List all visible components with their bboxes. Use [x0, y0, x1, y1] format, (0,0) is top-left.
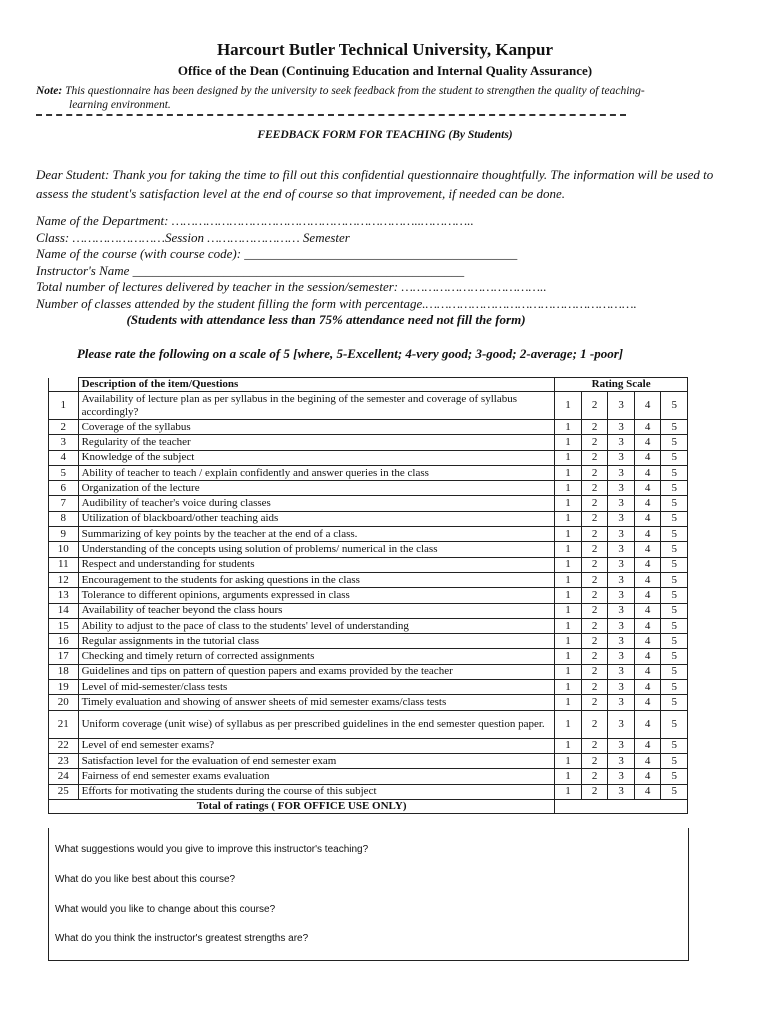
item-question: Level of mid-semester/class tests [78, 680, 555, 695]
item-number: 5 [49, 465, 79, 480]
rating-option[interactable]: 3 [608, 557, 635, 572]
table-row [49, 664, 688, 679]
rating-option[interactable]: 5 [661, 481, 688, 496]
table-row [49, 465, 688, 480]
rating-option[interactable]: 1 [555, 511, 582, 526]
item-number: 23 [49, 753, 79, 768]
rating-option[interactable]: 1 [555, 603, 582, 618]
rating-option[interactable]: 3 [608, 435, 635, 450]
rating-option[interactable]: 4 [634, 481, 661, 496]
rating-option[interactable]: 2 [581, 695, 608, 710]
rating-option[interactable]: 1 [555, 527, 582, 542]
rating-option[interactable]: 2 [581, 603, 608, 618]
rating-option[interactable]: 3 [608, 738, 635, 753]
rating-option[interactable]: 2 [581, 664, 608, 679]
rating-option[interactable]: 5 [661, 738, 688, 753]
rating-option[interactable]: 1 [555, 481, 582, 496]
rating-option[interactable]: 2 [581, 557, 608, 572]
item-number: 8 [49, 511, 79, 526]
table-row [49, 618, 688, 633]
desc-header: Description of the item/Questions [78, 378, 555, 392]
rating-option[interactable]: 5 [661, 769, 688, 784]
rating-option[interactable]: 5 [661, 695, 688, 710]
item-number: 1 [49, 392, 79, 420]
rating-option[interactable]: 2 [581, 680, 608, 695]
rating-option[interactable]: 4 [634, 695, 661, 710]
table-row [49, 557, 688, 572]
item-question: Checking and timely return of corrected assignments [78, 649, 555, 664]
item-number: 17 [49, 649, 79, 664]
rating-option[interactable]: 1 [555, 784, 582, 799]
rating-option[interactable]: 4 [634, 465, 661, 480]
table-row [49, 496, 688, 511]
rating-option[interactable]: 2 [581, 738, 608, 753]
rating-option[interactable]: 2 [581, 588, 608, 603]
item-question: Knowledge of the subject [78, 450, 555, 465]
rating-option[interactable]: 2 [581, 649, 608, 664]
item-number: 16 [49, 634, 79, 649]
item-question: Organization of the lecture [78, 481, 555, 496]
rating-option[interactable]: 4 [634, 680, 661, 695]
rating-option[interactable]: 4 [634, 435, 661, 450]
item-number: 18 [49, 664, 79, 679]
item-question: Tolerance to different opinions, arguments expressed in class [78, 588, 555, 603]
department-field[interactable]: Name of the Department: ………………………………………………………..………….. [36, 213, 474, 228]
rating-option[interactable]: 5 [661, 649, 688, 664]
table-row [49, 542, 688, 557]
note-text-line1: This questionnaire has been designed by the university to seek feedback from the student to strengthen the quality of teaching- [65, 85, 645, 97]
attendance-note: (Students with attendance less than 75% attendance need not fill the form) [126, 312, 526, 327]
university-title: Harcourt Butler Technical University, Kanpur [216, 40, 554, 59]
table-row [49, 572, 688, 587]
rating-option[interactable]: 4 [634, 588, 661, 603]
class-session-field[interactable]: Class: ……………………Session …………………… Semester [36, 229, 350, 245]
item-question: Guidelines and tips on pattern of question papers and exams provided by the teacher [78, 664, 555, 679]
rating-option[interactable]: 1 [555, 710, 582, 738]
item-number: 9 [49, 527, 79, 542]
table-row [49, 527, 688, 542]
rating-option[interactable]: 3 [608, 450, 635, 465]
rating-option[interactable]: 2 [581, 710, 608, 738]
item-question: Regular assignments in the tutorial class [78, 634, 555, 649]
rating-option[interactable]: 1 [555, 680, 582, 695]
rating-option[interactable]: 1 [555, 738, 582, 753]
rating-option[interactable]: 5 [661, 435, 688, 450]
rating-option[interactable]: 4 [634, 496, 661, 511]
item-number: 14 [49, 603, 79, 618]
rating-option[interactable]: 3 [608, 710, 635, 738]
rating-option[interactable]: 5 [661, 572, 688, 587]
rating-option[interactable]: 2 [581, 784, 608, 799]
item-number: 20 [49, 695, 79, 710]
rating-option[interactable]: 4 [634, 710, 661, 738]
rating-option[interactable]: 2 [581, 465, 608, 480]
rating-option[interactable]: 3 [608, 753, 635, 768]
item-number: 6 [49, 481, 79, 496]
total-ratings-value[interactable] [555, 799, 688, 813]
item-question: Availability of lecture plan as per syllabus in the begining of the semester and coverage of syllabus accordingly? [78, 392, 555, 420]
attendance-field[interactable]: Number of classes attended by the student filling the form with percentage.………………………………………………. [36, 295, 637, 311]
rating-option[interactable]: 3 [608, 603, 635, 618]
rating-option[interactable]: 1 [555, 588, 582, 603]
rating-option[interactable]: 4 [634, 769, 661, 784]
rating-option[interactable]: 5 [661, 392, 688, 420]
table-row [49, 649, 688, 664]
form-title: FEEDBACK FORM FOR TEACHING (By Students) [257, 129, 513, 141]
rating-option[interactable]: 3 [608, 680, 635, 695]
rating-option[interactable]: 5 [661, 542, 688, 557]
rating-option[interactable]: 1 [555, 769, 582, 784]
header-num-cell [49, 378, 79, 392]
rating-option[interactable]: 2 [581, 527, 608, 542]
rating-option[interactable]: 3 [608, 496, 635, 511]
rating-option[interactable]: 5 [661, 557, 688, 572]
item-number: 3 [49, 435, 79, 450]
rating-option[interactable]: 3 [608, 784, 635, 799]
course-field[interactable]: Name of the course (with course code): __________________________________________ [36, 246, 518, 261]
item-question: Encouragement to the students for asking questions in the class [78, 572, 555, 587]
lectures-field[interactable]: Total number of lectures delivered by teacher in the session/semester: ……………………………….. [36, 279, 547, 294]
open-question[interactable]: What suggestions would you give to improve this instructor's teaching? [55, 844, 369, 855]
rating-option[interactable]: 3 [608, 588, 635, 603]
rating-option[interactable]: 2 [581, 634, 608, 649]
rating-option[interactable]: 3 [608, 420, 635, 435]
questionnaire-note [36, 84, 726, 112]
rating-scale-header: Rating Scale [555, 378, 688, 392]
table-row [49, 710, 688, 738]
item-question: Understanding of the concepts using solution of problems/ numerical in the class [78, 542, 555, 557]
table-row [49, 680, 688, 695]
table-row [49, 588, 688, 603]
rating-option[interactable]: 2 [581, 511, 608, 526]
scale-instruction: Please rate the following on a scale of 5 [where, 5-Excellent; 4-very good; 3-good; 2-average; 1 -poor] [76, 346, 624, 361]
rating-option[interactable]: 1 [555, 450, 582, 465]
rating-option[interactable]: 4 [634, 420, 661, 435]
rating-option[interactable]: 5 [661, 588, 688, 603]
table-row [49, 738, 688, 753]
item-number: 22 [49, 738, 79, 753]
rating-option[interactable]: 2 [581, 420, 608, 435]
rating-option[interactable]: 1 [555, 542, 582, 557]
rating-option[interactable]: 1 [555, 618, 582, 633]
rating-option[interactable]: 1 [555, 420, 582, 435]
rating-option[interactable]: 2 [581, 618, 608, 633]
item-question: Ability to adjust to the pace of class to the students' level of understanding [78, 618, 555, 633]
item-question: Timely evaluation and showing of answer sheets of mid semester exams/class tests [78, 695, 555, 710]
rating-option[interactable]: 2 [581, 435, 608, 450]
rating-option[interactable]: 4 [634, 784, 661, 799]
rating-option[interactable]: 3 [608, 664, 635, 679]
item-number: 13 [49, 588, 79, 603]
table-row [49, 634, 688, 649]
rating-option[interactable]: 4 [634, 753, 661, 768]
rating-option[interactable]: 3 [608, 634, 635, 649]
table-row [49, 603, 688, 618]
rating-option[interactable]: 3 [608, 695, 635, 710]
rating-option[interactable]: 4 [634, 511, 661, 526]
rating-option[interactable]: 3 [608, 572, 635, 587]
rating-option[interactable]: 1 [555, 572, 582, 587]
table-header-row [49, 378, 688, 392]
rating-option[interactable]: 4 [634, 572, 661, 587]
table-row [49, 450, 688, 465]
rating-option[interactable]: 5 [661, 618, 688, 633]
table-row [49, 695, 688, 710]
item-question: Regularity of the teacher [78, 435, 555, 450]
rating-option[interactable]: 5 [661, 753, 688, 768]
rating-option[interactable]: 1 [555, 634, 582, 649]
item-number: 7 [49, 496, 79, 511]
rating-option[interactable]: 3 [608, 649, 635, 664]
rating-option[interactable]: 2 [581, 542, 608, 557]
rating-option[interactable]: 2 [581, 572, 608, 587]
open-questions-box [48, 828, 689, 961]
table-row [49, 769, 688, 784]
item-question: Fairness of end semester exams evaluation [78, 769, 555, 784]
rating-table [48, 377, 688, 814]
item-number: 19 [49, 680, 79, 695]
rating-option[interactable]: 1 [555, 392, 582, 420]
note-label: Note: [36, 85, 63, 97]
rating-option[interactable]: 5 [661, 680, 688, 695]
rating-option[interactable]: 4 [634, 738, 661, 753]
table-row [49, 511, 688, 526]
student-info-fields [36, 213, 736, 329]
rating-option[interactable]: 5 [661, 496, 688, 511]
rating-option[interactable]: 4 [634, 527, 661, 542]
rating-option[interactable]: 3 [608, 542, 635, 557]
item-number: 10 [49, 542, 79, 557]
item-number: 25 [49, 784, 79, 799]
rating-option[interactable]: 4 [634, 634, 661, 649]
item-number: 12 [49, 572, 79, 587]
rating-option[interactable]: 1 [555, 435, 582, 450]
item-question: Utilization of blackboard/other teaching aids [78, 511, 555, 526]
table-row [49, 784, 688, 799]
rating-option[interactable]: 1 [555, 465, 582, 480]
item-number: 24 [49, 769, 79, 784]
open-question[interactable]: What would you like to change about this course? [55, 904, 276, 915]
rating-option[interactable]: 5 [661, 450, 688, 465]
rating-option[interactable]: 4 [634, 603, 661, 618]
rating-option[interactable]: 5 [661, 664, 688, 679]
item-number: 2 [49, 420, 79, 435]
rating-option[interactable]: 4 [634, 664, 661, 679]
rating-option[interactable]: 3 [608, 392, 635, 420]
rating-option[interactable]: 4 [634, 542, 661, 557]
rating-option[interactable]: 5 [661, 634, 688, 649]
item-question: Respect and understanding for students [78, 557, 555, 572]
rating-option[interactable]: 4 [634, 392, 661, 420]
item-question: Level of end semester exams? [78, 738, 555, 753]
note-text-line2: learning environment. [69, 99, 171, 111]
rating-option[interactable]: 5 [661, 527, 688, 542]
open-question[interactable]: What do you think the instructor's greatest strengths are? [55, 933, 309, 944]
rating-option[interactable]: 1 [555, 753, 582, 768]
rating-option[interactable]: 2 [581, 392, 608, 420]
item-question: Summarizing of key points by the teacher at the end of a class. [78, 527, 555, 542]
rating-option[interactable]: 3 [608, 527, 635, 542]
rating-option[interactable]: 5 [661, 511, 688, 526]
rating-option[interactable]: 1 [555, 557, 582, 572]
table-row [49, 392, 688, 420]
rating-option[interactable]: 1 [555, 664, 582, 679]
item-question: Audibility of teacher's voice during classes [78, 496, 555, 511]
item-number: 15 [49, 618, 79, 633]
item-question: Efforts for motivating the students during the course of this subject [78, 784, 555, 799]
total-row [49, 799, 688, 813]
rating-option[interactable]: 3 [608, 465, 635, 480]
rating-option[interactable]: 2 [581, 496, 608, 511]
rating-option[interactable]: 5 [661, 465, 688, 480]
instructor-field[interactable]: Instructor's Name ___________________________________________________ [36, 262, 465, 278]
rating-option[interactable]: 3 [608, 769, 635, 784]
rating-option[interactable]: 2 [581, 769, 608, 784]
item-number: 4 [49, 450, 79, 465]
rating-option[interactable]: 5 [661, 710, 688, 738]
rating-option[interactable]: 3 [608, 618, 635, 633]
rating-option[interactable]: 4 [634, 649, 661, 664]
item-question: Coverage of the syllabus [78, 420, 555, 435]
item-number: 21 [49, 710, 79, 738]
rating-option[interactable]: 3 [608, 481, 635, 496]
item-question: Ability of teacher to teach / explain confidently and answer queries in the class [78, 465, 555, 480]
rating-option[interactable]: 1 [555, 695, 582, 710]
table-row [49, 420, 688, 435]
rating-option[interactable]: 2 [581, 481, 608, 496]
table-row [49, 753, 688, 768]
table-row [49, 481, 688, 496]
rating-option[interactable]: 5 [661, 784, 688, 799]
rating-option[interactable]: 4 [634, 450, 661, 465]
item-question: Satisfaction level for the evaluation of end semester exam [78, 753, 555, 768]
total-ratings-label: Total of ratings ( FOR OFFICE USE ONLY) [49, 799, 555, 813]
table-row [49, 435, 688, 450]
item-number: 11 [49, 557, 79, 572]
rating-option[interactable]: 1 [555, 496, 582, 511]
rating-option[interactable]: 3 [608, 511, 635, 526]
rating-option[interactable]: 2 [581, 450, 608, 465]
item-question: Uniform coverage (unit wise) of syllabus as per prescribed guidelines in the end semester question paper. [78, 710, 555, 738]
open-question[interactable]: What do you like best about this course? [55, 874, 236, 885]
item-question: Availability of teacher beyond the class hours [78, 603, 555, 618]
rating-option[interactable]: 4 [634, 557, 661, 572]
rating-option[interactable]: 5 [661, 603, 688, 618]
rating-option[interactable]: 1 [555, 649, 582, 664]
intro-paragraph: Dear Student: Thank you for taking the time to fill out this confidential questionnaire thoughtfully. The information will be used to assess the student's satisfaction level at the end of course so that improvement, if needed can be done. [36, 167, 714, 201]
rating-option[interactable]: 4 [634, 618, 661, 633]
dashed-divider [36, 114, 626, 116]
rating-option[interactable]: 2 [581, 753, 608, 768]
office-subtitle: Office of the Dean (Continuing Education and Internal Quality Assurance) [177, 63, 593, 78]
rating-option[interactable]: 5 [661, 420, 688, 435]
